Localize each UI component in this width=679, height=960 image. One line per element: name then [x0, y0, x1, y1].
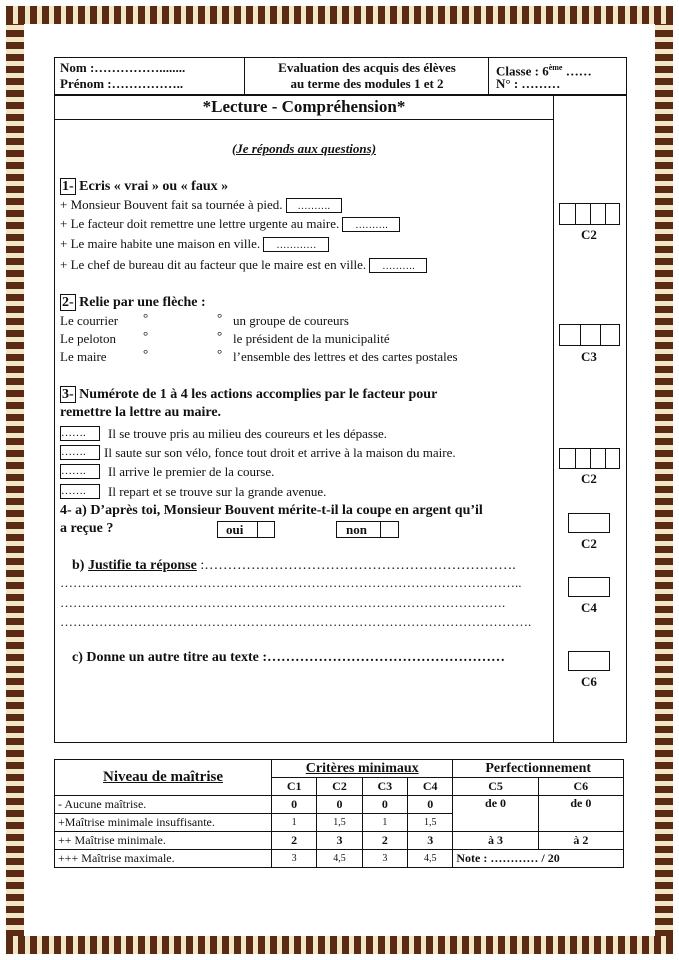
score-box-c2-a-div1 [575, 203, 576, 225]
criteria-label-2: C3 [581, 349, 597, 364]
row-value: 0 [272, 796, 317, 814]
header-divider-2 [488, 57, 489, 95]
q3-number-box-3[interactable]: ……. [60, 464, 100, 479]
q3-item-1: Il se trouve pris au milieu des coureurs et les dépasse. [108, 426, 388, 441]
q2-left-1: Le courrier [60, 313, 119, 328]
classe-label: Classe : 6 [496, 63, 549, 79]
row-value: 1,5 [317, 814, 362, 832]
q3-number-box-1[interactable]: ……. [60, 426, 100, 441]
q4c-label[interactable]: c) Donne un autre titre au texte :…………………………………………… [72, 650, 506, 665]
q2-right-1: un groupe de coureurs [233, 313, 349, 328]
q2-right-2: le président de la municipalité [233, 331, 390, 346]
main-title: *Lecture - Compréhension* [202, 97, 406, 116]
score-box-c2-a-div2 [590, 203, 591, 225]
q1-title [60, 178, 228, 196]
q2-left-3: Le maire [60, 349, 107, 364]
q4b-answer-line-3[interactable]: ………………………………………………………………………………………………. [60, 614, 532, 629]
q1-item-2 [60, 216, 400, 232]
criteria-label-6: C6 [581, 674, 597, 689]
oui-checkbox[interactable] [257, 522, 258, 537]
q3-item-3: Il arrive le premier de la course. [108, 464, 275, 479]
row-value: 1,5 [408, 814, 453, 832]
row-value: 0 [408, 796, 453, 814]
q2-left-dot-3[interactable]: ° [143, 346, 149, 361]
score-box-c2-b-div2 [590, 448, 591, 469]
col-c5: C5 [453, 778, 538, 796]
q3-number-box-2[interactable]: ……. [60, 445, 100, 460]
q1-title-text: Ecris « vrai » ou « faux » [79, 179, 229, 194]
q4a-line1: 4- a) D’après toi, Monsieur Bouvent mérite-t-il la coupe en argent qu’il [60, 503, 483, 518]
score-box-c2-c[interactable] [568, 513, 610, 533]
score-box-c3[interactable] [559, 324, 620, 346]
col-c2: C2 [317, 778, 362, 796]
header-title-line2: au terme des modules 1 et 2 [290, 76, 444, 91]
score-box-c2-b-div1 [575, 448, 576, 469]
title-underline [54, 119, 554, 120]
criteria-label-3: C2 [581, 471, 597, 486]
c5-range-top: de 0 [453, 796, 538, 832]
subtitle: (Je réponds aux questions) [231, 141, 377, 156]
row-value: 0 [362, 796, 407, 814]
col-c4: C4 [408, 778, 453, 796]
q3-item-4: Il repart et se trouve sur la grande avenue. [108, 484, 327, 499]
q2-right-3: l’ensemble des lettres et des cartes postales [233, 349, 458, 364]
q2-left-dot-1[interactable]: ° [143, 310, 149, 325]
niveau-header: Niveau de maîtrise [55, 760, 272, 796]
col-c1: C1 [272, 778, 317, 796]
q1-answer-2[interactable]: ………. [342, 217, 400, 232]
criteria-label-5: C4 [581, 600, 597, 615]
q2-right-dot-1[interactable]: ° [217, 310, 223, 325]
q3-number-box-4[interactable]: ……. [60, 484, 100, 499]
row-value: 4,5 [317, 850, 362, 868]
header-title-line1: Evaluation des acquis des élèves [278, 60, 456, 75]
row-label: +++ Maîtrise maximale. [55, 850, 272, 868]
score-box-c4[interactable] [568, 577, 610, 597]
row-value: 4,5 [408, 850, 453, 868]
q3-item-2: Il saute sur son vélo, fonce tout droit et arrive à la maison du maire. [104, 445, 456, 460]
c6-range-bottom: à 2 [538, 832, 623, 850]
q1-item-4 [60, 257, 427, 273]
q1-item-1 [60, 197, 342, 213]
q2-right-dot-3[interactable]: ° [217, 346, 223, 361]
criteria-label-1: C2 [581, 227, 597, 242]
perf-header: Perfectionnement [453, 760, 624, 778]
col-c3: C3 [362, 778, 407, 796]
q1-item-2-text: + Le facteur doit remettre une lettre urgente au maire. [60, 216, 340, 231]
score-box-c3-div2 [600, 324, 601, 346]
classe-dots: …… [565, 63, 592, 79]
q4a-line2: a reçue ? [60, 521, 114, 536]
non-option[interactable] [336, 521, 399, 538]
row-label: ++ Maîtrise minimale. [55, 832, 272, 850]
classe-sup: ème [548, 63, 563, 72]
c5-range-bottom: à 3 [453, 832, 538, 850]
c6-range-top: de 0 [538, 796, 623, 832]
score-box-c2-a-div3 [605, 203, 606, 225]
q4b-dots[interactable]: :…………………………………………………………. [196, 558, 516, 573]
header-divider-1 [244, 57, 245, 95]
score-box-c6[interactable] [568, 651, 610, 671]
q4b-answer-line-2[interactable]: …………………………………………………………………………………………. [60, 595, 506, 610]
q4b-label [72, 557, 516, 575]
grading-table [54, 759, 624, 868]
oui-label: oui [226, 522, 244, 537]
q4b-answer-line-1[interactable]: …………………………………………………………………………………………….. [60, 575, 522, 590]
row-label: +Maîtrise minimale insuffisante. [55, 814, 272, 832]
q1-item-3 [60, 236, 329, 252]
score-box-c2-b-div3 [605, 448, 606, 469]
row-value: 2 [272, 832, 317, 850]
q4b-prefix: b) [72, 558, 85, 573]
q1-answer-4[interactable]: ………. [369, 258, 427, 273]
non-label: non [346, 522, 367, 537]
q2-number: 2- [62, 295, 74, 310]
col-c6: C6 [538, 778, 623, 796]
oui-option[interactable] [217, 521, 275, 538]
q3-title [60, 386, 437, 404]
row-label: - Aucune maîtrise. [55, 796, 272, 814]
row-value: 2 [362, 832, 407, 850]
non-checkbox[interactable] [380, 522, 381, 537]
q3-number: 3- [62, 387, 74, 402]
q1-item-1-text: + Monsieur Bouvent fait sa tournée à pied. [60, 197, 283, 212]
row-value: 3 [408, 832, 453, 850]
score-box-c3-div1 [580, 324, 581, 346]
criteria-column-divider [553, 95, 554, 743]
q2-title-text: Relie par une flèche : [79, 295, 206, 310]
row-value: 0 [317, 796, 362, 814]
row-value: 1 [272, 814, 317, 832]
q1-answer-1[interactable]: ………. [286, 198, 342, 213]
q3-title-line1: Numérote de 1 à 4 les actions accomplies par le facteur pour [79, 387, 438, 402]
numero-field[interactable]: N° : ……… [496, 76, 561, 91]
criteria-label-4: C2 [581, 536, 597, 551]
q2-right-dot-2[interactable]: ° [217, 328, 223, 343]
note-field[interactable]: Note : ………… / 20 [453, 850, 624, 868]
q2-title [60, 294, 206, 312]
q3-title-line2: remettre la lettre au maire. [60, 405, 222, 420]
q4b-underlined: Justifie ta réponse [87, 558, 197, 573]
prenom-field[interactable]: Prénom :…………….. [60, 76, 184, 91]
nom-field[interactable]: Nom :……………........ [60, 60, 186, 75]
criteres-header: Critères minimaux [272, 760, 453, 778]
row-value: 3 [317, 832, 362, 850]
q2-left-dot-2[interactable]: ° [143, 328, 149, 343]
q1-item-3-text: + Le maire habite une maison en ville. [60, 236, 261, 251]
q1-item-4-text: + Le chef de bureau dit au facteur que le maire est en ville. [60, 257, 367, 272]
row-value: 3 [272, 850, 317, 868]
row-value: 3 [362, 850, 407, 868]
q1-answer-3[interactable]: ………… [263, 237, 329, 252]
row-value: 1 [362, 814, 407, 832]
q1-number: 1- [62, 179, 74, 194]
q2-left-2: Le peloton [60, 331, 116, 346]
